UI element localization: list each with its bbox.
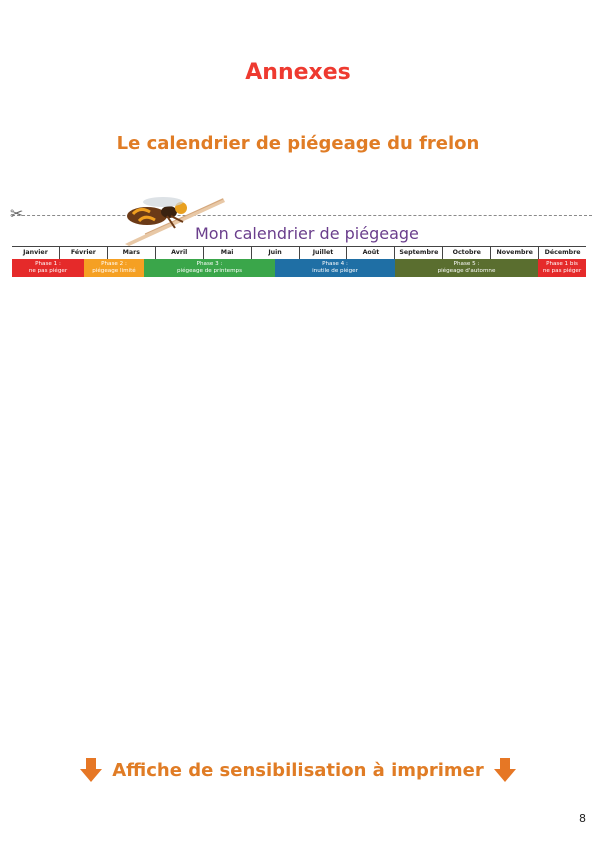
phase-label: Phase 1 bis	[546, 261, 578, 267]
phase-band	[275, 259, 395, 277]
page-title: Annexes	[245, 60, 351, 85]
calendar-title: Mon calendrier de piégeage	[195, 224, 419, 243]
phase-label: Phase 3 :	[196, 261, 223, 267]
phase-label: Phase 2 :	[101, 261, 127, 267]
phase-band	[12, 259, 84, 277]
month-label: Mai	[203, 247, 251, 259]
phase-description: ne pas piéger	[542, 268, 582, 274]
month-label: Décembre	[538, 247, 586, 259]
phase-description: ne pas piéger	[28, 268, 68, 274]
phase-description: inutile de piéger	[312, 268, 358, 274]
month-label: Août	[346, 247, 394, 259]
phases-row	[12, 259, 586, 277]
month-label: Octobre	[442, 247, 490, 259]
month-label: Juin	[251, 247, 299, 259]
month-label: Juillet	[299, 247, 347, 259]
phase-band	[144, 259, 275, 277]
scissors-icon: ✂	[10, 204, 24, 223]
month-label: Février	[59, 247, 107, 259]
phase-label: Phase 1 :	[35, 261, 61, 267]
month-label: Avril	[155, 247, 203, 259]
section-subtitle: Le calendrier de piégeage du frelon	[116, 133, 480, 154]
phase-band	[538, 259, 586, 277]
arrow-down-icon	[494, 758, 516, 782]
arrow-down-icon	[80, 758, 102, 782]
cut-line	[12, 215, 592, 216]
month-label: Mars	[107, 247, 155, 259]
page-number: 8	[579, 812, 586, 825]
phase-description: piégeage de printemps	[176, 268, 242, 274]
phase-band	[84, 259, 144, 277]
phase-description: piégeage d'automne	[437, 268, 496, 274]
print-poster-text: Affiche de sensibilisation à imprimer	[112, 759, 484, 781]
phase-band	[395, 259, 538, 277]
month-label: Novembre	[490, 247, 538, 259]
phase-label: Phase 5 :	[453, 261, 480, 267]
month-label: Janvier	[23, 249, 48, 256]
print-poster-banner	[0, 758, 596, 782]
phase-description: piégeage limité	[92, 268, 136, 274]
months-row	[12, 246, 586, 260]
month-label: Septembre	[394, 247, 442, 259]
phase-label: Phase 4 :	[322, 261, 348, 267]
